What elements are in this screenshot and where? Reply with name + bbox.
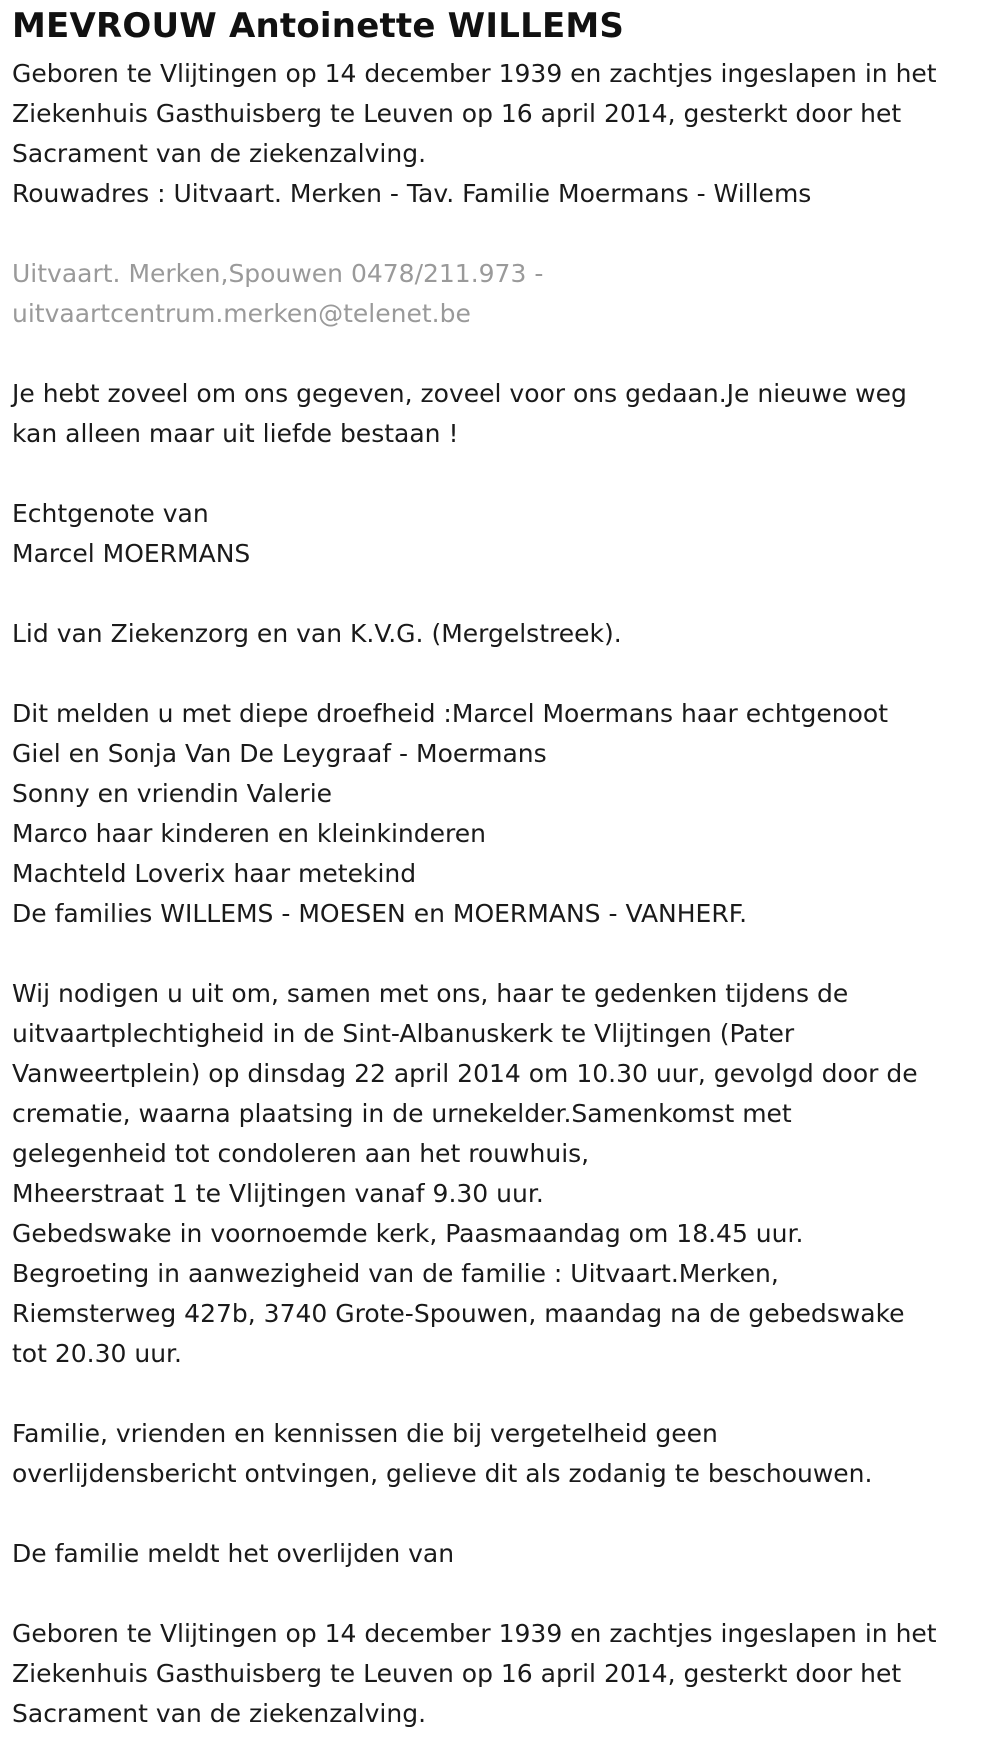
family-line: Sonny en vriendin Valerie — [12, 779, 333, 808]
spacer — [12, 654, 988, 694]
ceremony-line: uitvaartplechtigheid in de Sint-Albanuskerk te Vlijtingen (Pater — [12, 1019, 795, 1048]
ceremony-line: Gebedswake in voornoemde kerk, Paasmaandag om 18.45 uur. — [12, 1219, 804, 1248]
family-block — [12, 694, 988, 934]
intro-line: Geboren te Vlijtingen op 14 december 1939 en zachtjes ingeslapen in het — [12, 59, 937, 88]
notice-line: Familie, vrienden en kennissen die bij vergetelheid geen — [12, 1419, 718, 1448]
spacer — [12, 574, 988, 614]
family-line: Marco haar kinderen en kleinkinderen — [12, 819, 486, 848]
ceremony-line: Vanweertplein) op dinsdag 22 april 2014 om 10.30 uur, gevolgd door de — [12, 1059, 918, 1088]
ceremony-line: Riemsterweg 427b, 3740 Grote-Spouwen, maandag na de gebedswake — [12, 1299, 905, 1328]
quote-line: Je hebt zoveel om ons gegeven, zoveel voor ons gedaan.Je nieuwe weg — [12, 379, 907, 408]
intro-line: Ziekenhuis Gasthuisberg te Leuven op 16 april 2014, gesterkt door het — [12, 99, 902, 128]
family-line: De families WILLEMS - MOESEN en MOERMANS - VANHERF. — [12, 899, 748, 928]
notice-line: overlijdensbericht ontvingen, gelieve dit als zodanig te beschouwen. — [12, 1459, 873, 1488]
spacer — [12, 334, 988, 374]
ceremony-block — [12, 974, 988, 1374]
membership-line: Lid van Ziekenzorg en van K.V.G. (Mergelstreek). — [12, 619, 622, 648]
spacer — [12, 934, 988, 974]
family-line: Giel en Sonja Van De Leygraaf - Moermans — [12, 739, 547, 768]
spacer — [12, 1494, 988, 1534]
intro-line: Sacrament van de ziekenzalving. — [12, 139, 427, 168]
spacer — [12, 454, 988, 494]
spouse-label: Echtgenote van — [12, 499, 209, 528]
contact-email: uitvaartcentrum.merken@telenet.be — [12, 299, 471, 328]
mourning-address: Rouwadres : Uitvaart. Merken - Tav. Familie Moermans - Willems — [12, 179, 812, 208]
repeat-line: Geboren te Vlijtingen op 14 december 1939 en zachtjes ingeslapen in het — [12, 1619, 937, 1648]
ceremony-line: gelegenheid tot condoleren aan het rouwhuis, — [12, 1139, 590, 1168]
repeat-line: Sacrament van de ziekenzalving. — [12, 1699, 427, 1728]
spouse-name: Marcel MOERMANS — [12, 539, 251, 568]
repeat-block — [12, 1614, 988, 1734]
spacer — [12, 1374, 988, 1414]
notice-block — [12, 1414, 988, 1494]
intro-paragraph — [12, 54, 988, 214]
spacer — [12, 214, 988, 254]
quote-block — [12, 374, 988, 454]
spacer — [12, 1574, 988, 1614]
ceremony-line: tot 20.30 uur. — [12, 1339, 182, 1368]
family-line: Machteld Loverix haar metekind — [12, 859, 417, 888]
family-line: Dit melden u met diepe droefheid :Marcel Moermans haar echtgenoot — [12, 699, 889, 728]
ceremony-line: Wij nodigen u uit om, samen met ons, haar te gedenken tijdens de — [12, 979, 849, 1008]
spouse-block — [12, 494, 988, 574]
ceremony-line: Begroeting in aanwezigheid van de familie : Uitvaart.Merken, — [12, 1259, 779, 1288]
ceremony-line: Mheerstraat 1 te Vlijtingen vanaf 9.30 uur. — [12, 1179, 544, 1208]
repeat-line: Ziekenhuis Gasthuisberg te Leuven op 16 april 2014, gesterkt door het — [12, 1659, 902, 1688]
contact-block — [12, 254, 988, 334]
contact-line: Uitvaart. Merken,Spouwen 0478/211.973 - — [12, 259, 544, 288]
announcement-line: De familie meldt het overlijden van — [12, 1539, 455, 1568]
ceremony-line: crematie, waarna plaatsing in de urnekelder.Samenkomst met — [12, 1099, 792, 1128]
page-title: MEVROUW Antoinette WILLEMS — [12, 6, 625, 46]
quote-line: kan alleen maar uit liefde bestaan ! — [12, 419, 459, 448]
